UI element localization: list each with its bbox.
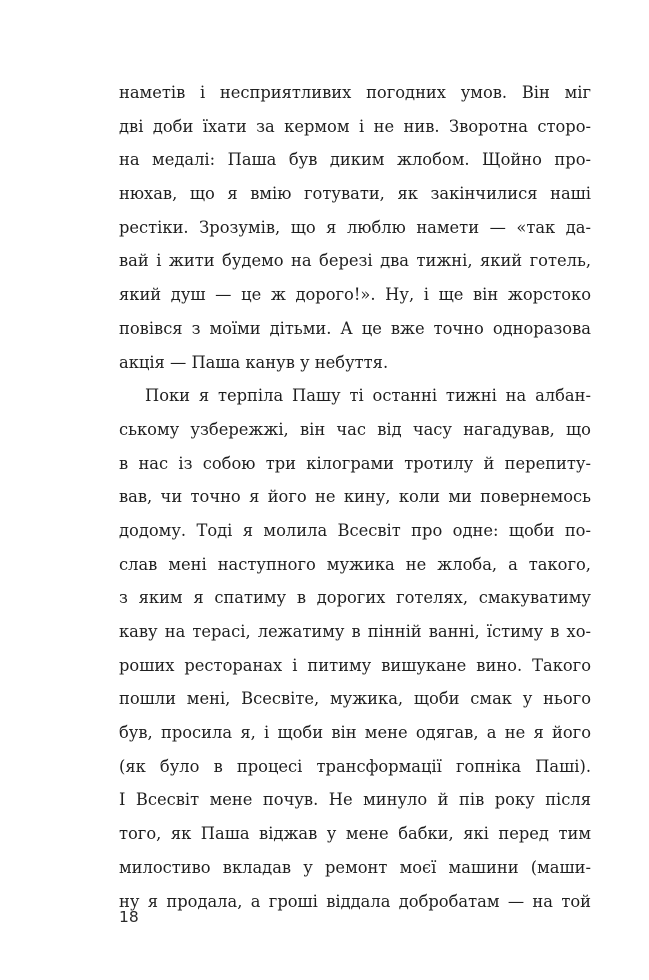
paragraph-1: [119, 76, 591, 379]
text-line: слав мені наступного мужика не жлоба, а такого,: [119, 554, 591, 574]
text-line: каву на терасі, лежатиму в пінній ванні, їстиму в хо-: [119, 622, 591, 641]
text-line: ському узбережжі, він час від часу нагадував, що: [119, 419, 591, 439]
body-text: [119, 76, 591, 918]
text-line: з яким я спатиму в дорогих готелях, смакуватиму: [119, 588, 591, 608]
paragraph-2: [119, 379, 591, 918]
text-line: вав, чи точно я його не кину, коли ми повернемось: [119, 487, 591, 507]
page-number: 18: [119, 908, 139, 926]
text-line: милостиво вкладав у ремонт моєї машини (маши-: [119, 857, 591, 877]
text-line: на медалі: Паша був диким жлобом. Щойно про-: [119, 150, 591, 170]
text-line: вай і жити будемо на березі два тижні, який готель,: [119, 251, 591, 271]
text-line: нюхав, що я вмію готувати, як закінчилися наші: [119, 184, 591, 204]
text-line: додому. Тоді я молила Всесвіт про одне: щоби по-: [119, 520, 591, 540]
text-line: ну я продала, а гроші віддала добробатам — на той: [119, 891, 591, 911]
text-line: того, як Паша віджав у мене бабки, які перед тим: [119, 824, 591, 844]
text-line: роших ресторанах і питиму вишукане вино. Такого: [119, 655, 591, 675]
text-line: рестіки. Зрозумів, що я люблю намети — «так да-: [119, 217, 591, 237]
text-line: пошли мені, Всесвіте, мужика, щоби смак у нього: [119, 689, 591, 709]
text-line: був, просила я, і щоби він мене одягав, а не я його: [119, 723, 591, 743]
text-line: в нас із собою три кілограми тротилу й перепиту-: [119, 453, 591, 473]
text-line: акція — Паша канув у небуття.: [119, 352, 389, 372]
text-line: Поки я терпіла Пашу ті останні тижні на албан-: [145, 386, 591, 406]
text-line: дві доби їхати за кермом і не нив. Зворотна сторо-: [119, 116, 591, 136]
text-line: який душ — це ж дорого!». Ну, і ще він жорстоко: [119, 285, 591, 305]
text-line: наметів і несприятливих погодних умов. Він міг: [119, 83, 591, 102]
text-line: (як було в процесі трансформації гопніка Паші).: [119, 756, 591, 776]
text-line: повівся з моїми дітьми. А це вже точно одноразова: [119, 318, 591, 338]
text-line: І Всесвіт мене почув. Не минуло й пів року після: [119, 790, 591, 810]
